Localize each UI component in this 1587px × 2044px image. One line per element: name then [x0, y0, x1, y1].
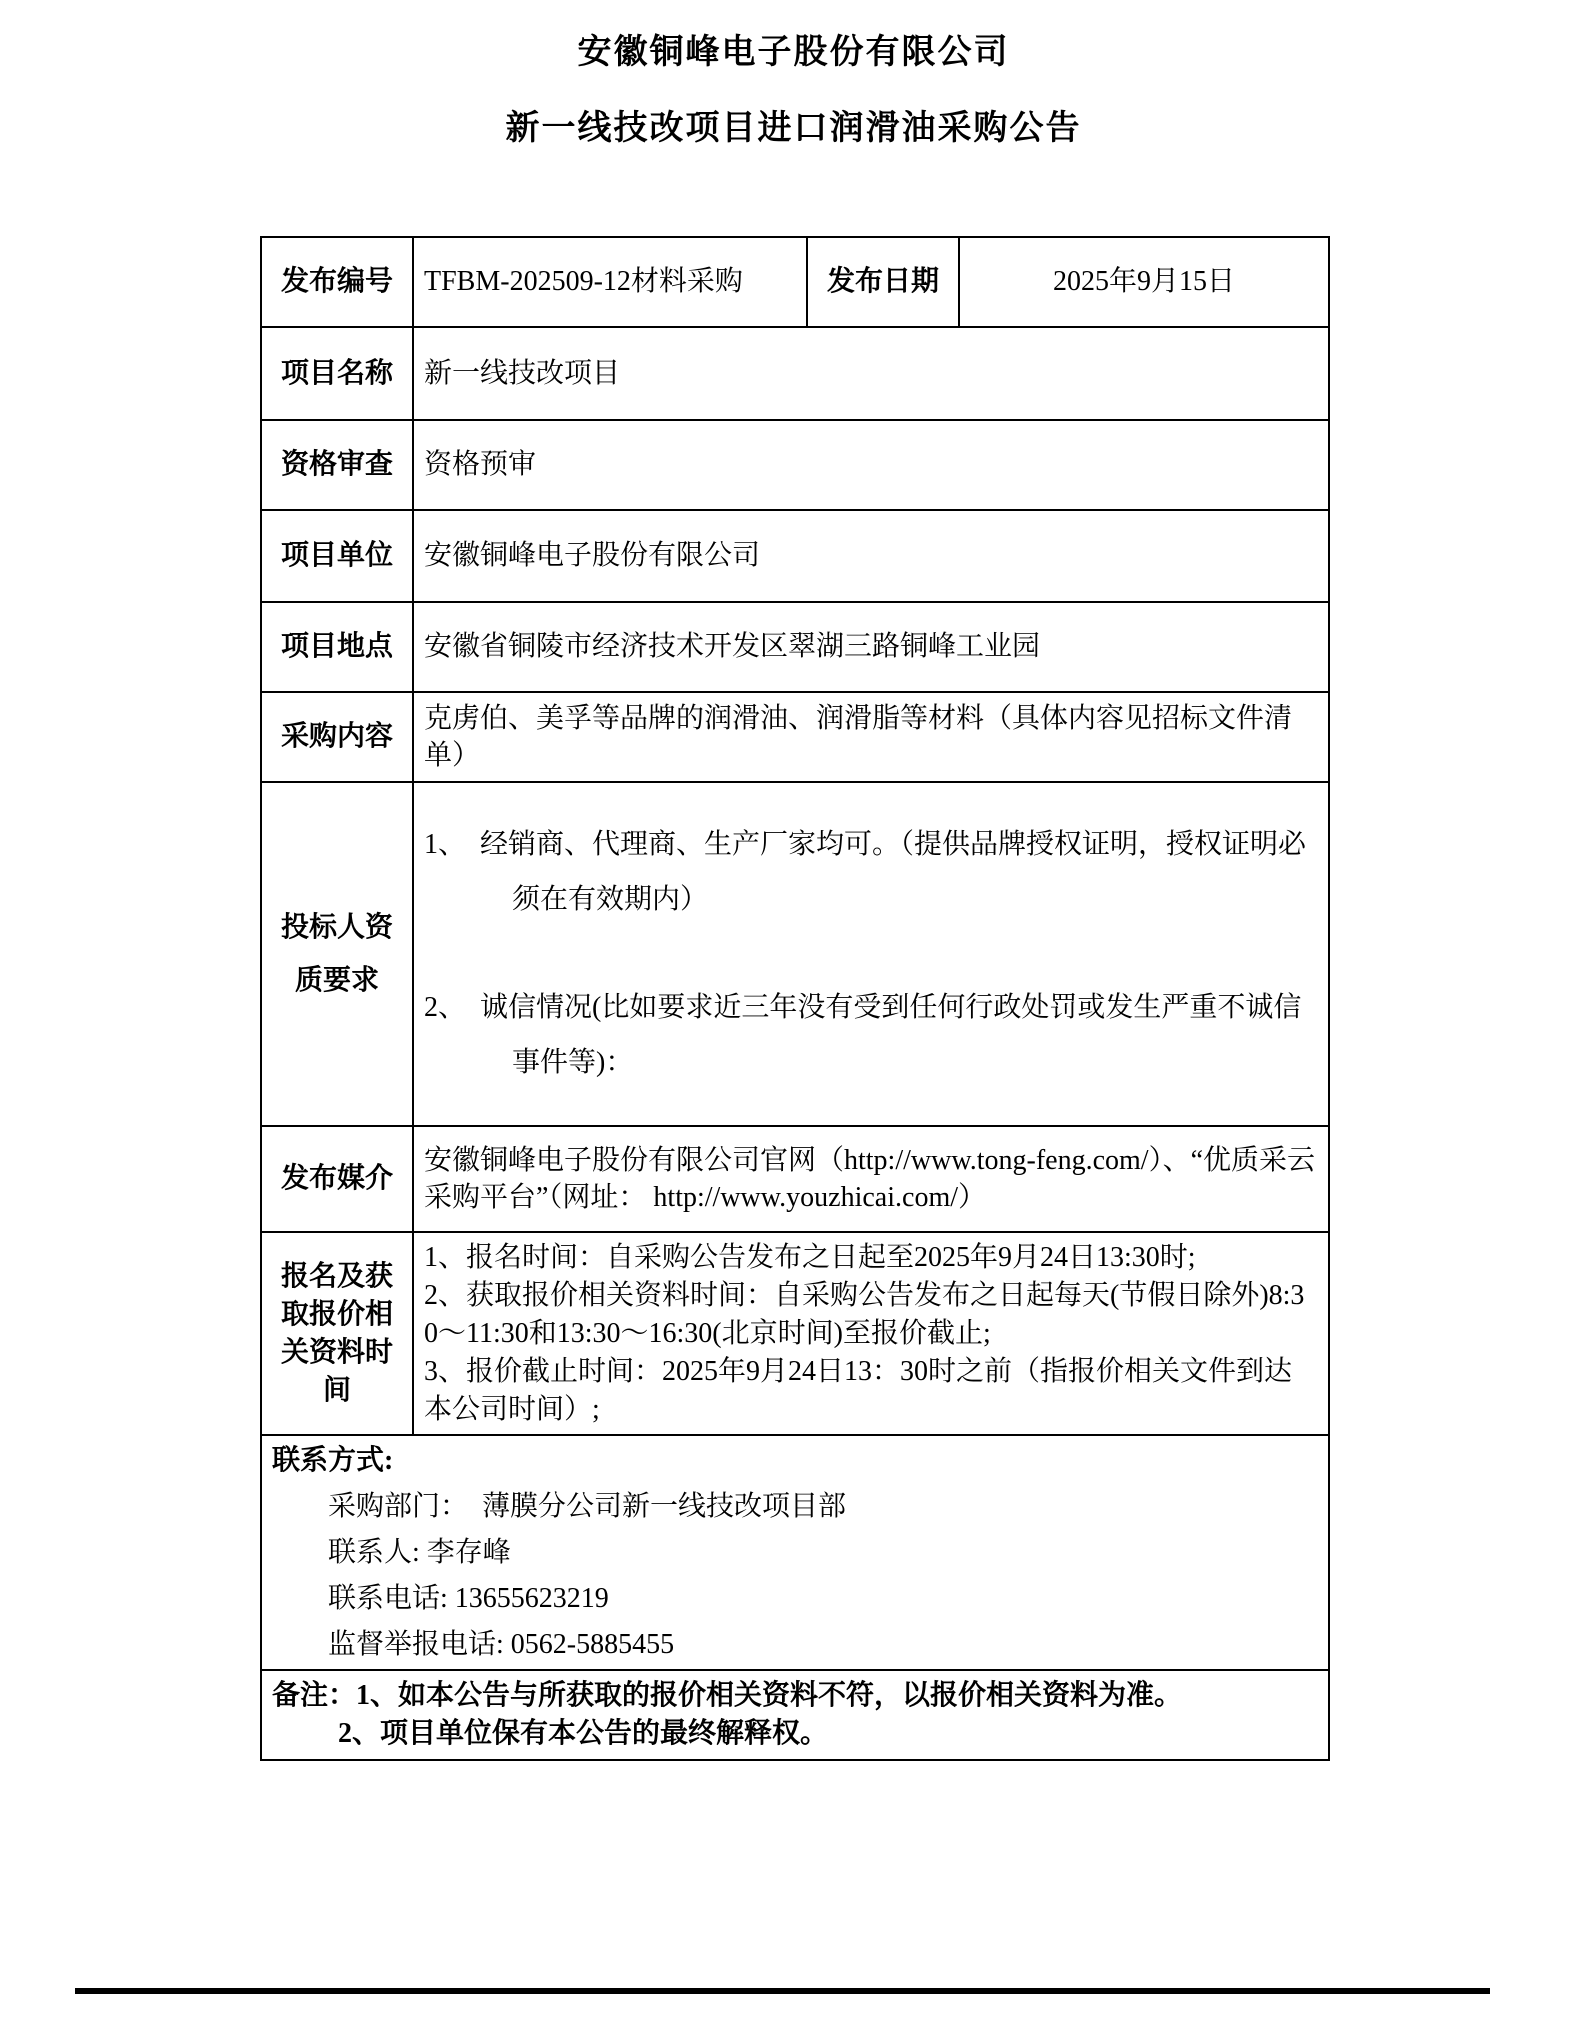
procurement-content-label: 采购内容: [261, 692, 413, 782]
registration-item: 2、获取报价相关资料时间：自采购公告发布之日起每天(节假日除外)8:30～11:30和13:30～16:30(北京时间)至报价截止;: [424, 1280, 1305, 1349]
contact-report-phone: 监督举报电话: 0562-5885455: [328, 1628, 675, 1660]
document-header: [0, 0, 1587, 150]
project-unit-value: 安徽铜峰电子股份有限公司: [413, 510, 1329, 602]
row-publish-no-date: [261, 237, 1329, 327]
row-qualification-review: [261, 420, 1329, 510]
contact-header: 联系方式:: [272, 1445, 394, 1477]
registration-item: 3、报价截止时间：2025年9月24日13：30时之前（指报价相关文件到达本公司时间）;: [424, 1355, 1293, 1425]
project-name-value: 新一线技改项目: [413, 327, 1329, 420]
remarks-section: [261, 1670, 1329, 1760]
project-unit-label: 项目单位: [261, 510, 413, 602]
publish-no-value: TFBM-202509-12材料采购: [413, 237, 807, 327]
qualification-item: 2、 诚信情况(比如要求近三年没有受到任何行政处罚或发生严重不诚信事件等)：: [424, 992, 1302, 1078]
qualification-item: 1、 经销商、代理商、生产厂家均可。（提供品牌授权证明，授权证明必须在有效期内）: [424, 829, 1307, 915]
project-location-label: 项目地点: [261, 602, 413, 692]
project-location-value: 安徽省铜陵市经济技术开发区翠湖三路铜峰工业园: [413, 602, 1329, 692]
contact-phone: 联系电话: 13655623219: [328, 1582, 609, 1614]
registration-item: 1、报名时间：自采购公告发布之日起至2025年9月24日13:30时;: [424, 1242, 1196, 1274]
procurement-content-value: 克虏伯、美孚等品牌的润滑油、润滑脂等材料（具体内容见招标文件清单）: [413, 692, 1329, 782]
bidder-qualification-value: [413, 782, 1329, 1126]
row-contact: [261, 1435, 1329, 1670]
project-name-label: 项目名称: [261, 327, 413, 420]
publish-no-label: 发布编号: [261, 237, 413, 327]
announcement-title: 新一线技改项目进口润滑油采购公告: [505, 109, 1082, 148]
contact-person: 联系人: 李存峰: [328, 1536, 511, 1568]
remarks-line: 2、项目单位保有本公告的最终解释权。: [338, 1718, 829, 1750]
row-project-unit: [261, 510, 1329, 602]
row-project-location: [261, 602, 1329, 692]
row-publish-media: [261, 1126, 1329, 1232]
row-bidder-qualification: [261, 782, 1329, 1126]
footer-divider: [75, 1988, 1490, 1994]
company-title: 安徽铜峰电子股份有限公司: [577, 33, 1010, 71]
row-registration-time: [261, 1232, 1329, 1435]
publish-media-label: 发布媒介: [261, 1126, 413, 1232]
row-project-name: [261, 327, 1329, 420]
registration-time-value: [413, 1232, 1329, 1435]
publish-media-value: 安徽铜峰电子股份有限公司官网（http://www.tong-feng.com/）、“优质采云采购平台”（网址： http://www.youzhicai.com/）: [413, 1126, 1329, 1232]
remarks-line: 备注：1、如本公告与所获取的报价相关资料不符，以报价相关资料为准。: [272, 1680, 1183, 1712]
row-remarks: [261, 1670, 1329, 1760]
announcement-table: [260, 236, 1330, 1761]
row-procurement-content: [261, 692, 1329, 782]
publish-date-value: 2025年9月15日: [959, 237, 1329, 327]
qualification-review-value: 资格预审: [413, 420, 1329, 510]
contact-section: [261, 1435, 1329, 1670]
qualification-review-label: 资格审查: [261, 420, 413, 510]
publish-date-label: 发布日期: [807, 237, 959, 327]
registration-time-label: 报名及获取报价相关资料时间: [261, 1232, 413, 1435]
contact-department: 采购部门： 薄膜分公司新一线技改项目部: [328, 1491, 847, 1523]
bidder-qualification-label: 投标人资质要求: [261, 782, 413, 1126]
